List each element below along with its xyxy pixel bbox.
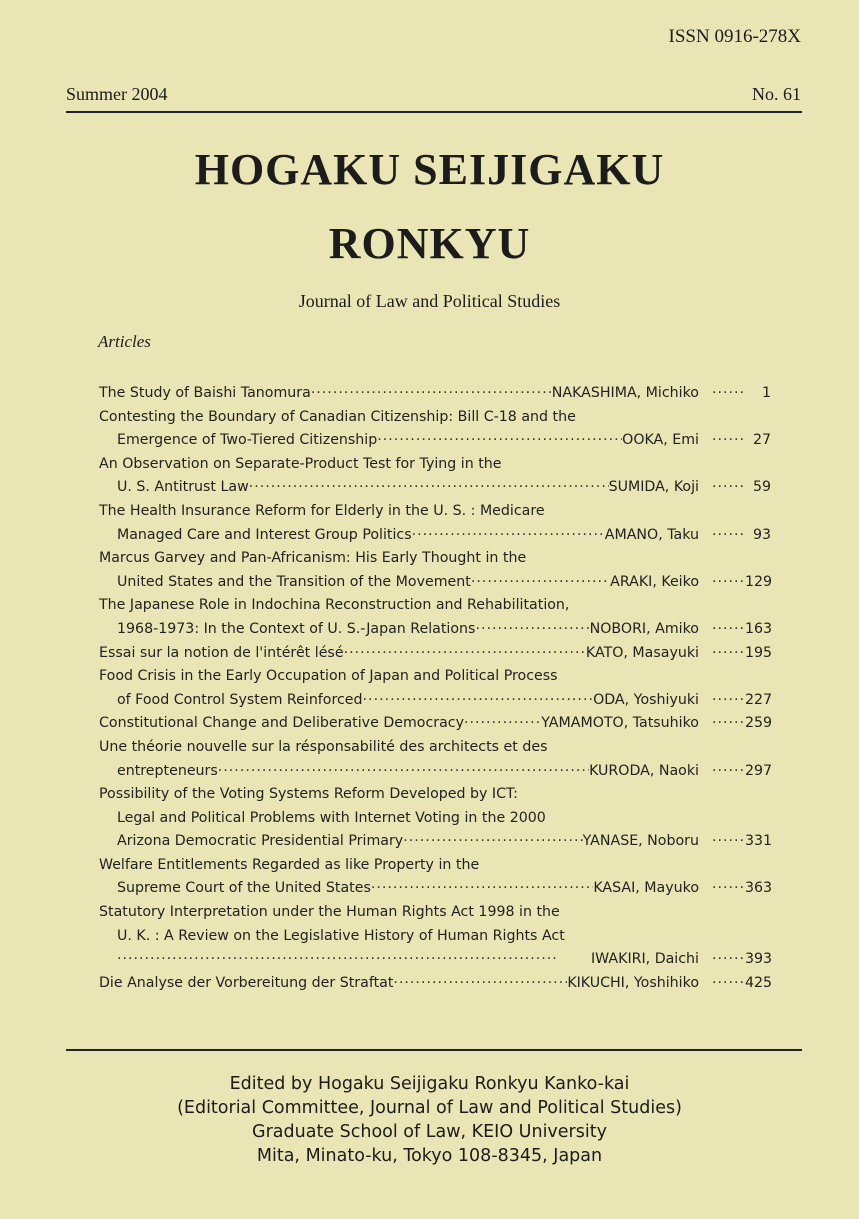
- toc-leader-dots: [377, 429, 622, 453]
- toc-title-line: Food Crisis in the Early Occupation of Japan and Political Process: [99, 668, 558, 685]
- toc-page-number: 227: [745, 691, 773, 708]
- toc-leader-dots: [311, 382, 552, 406]
- toc-entry: [99, 476, 771, 500]
- toc-leader-dots: [117, 948, 591, 972]
- issue-number: No. 61: [752, 84, 801, 104]
- bottom-divider: [66, 1049, 802, 1051]
- toc-article-title: Essai sur la notion de l'intérêt lésé: [99, 644, 344, 661]
- toc-entry: [99, 642, 771, 666]
- toc-page-number: 331: [745, 833, 773, 850]
- toc-title-line: Une théorie nouvelle sur la résponsabilité des architects et des: [99, 738, 548, 755]
- toc-author: KIKUCHI, Yoshihiko: [567, 974, 699, 991]
- toc-article-title: Arizona Democratic Presidential Primary: [117, 833, 404, 850]
- toc-page-number: 27: [752, 432, 771, 449]
- toc-page-leader: [699, 760, 745, 784]
- toc-entry: [99, 429, 771, 453]
- toc-author: KATO, Masayuki: [585, 644, 699, 661]
- toc-page-number: 425: [745, 974, 773, 991]
- toc-article-title: U. S. Antitrust Law: [117, 479, 249, 496]
- toc-leader-dots: [412, 524, 605, 548]
- toc-author: SUMIDA, Koji: [608, 479, 699, 496]
- toc-title-line: Contesting the Boundary of Canadian Citizenship: Bill C-18 and the: [99, 408, 576, 425]
- toc-page-leader: [699, 382, 745, 406]
- toc-page-number: 195: [745, 644, 773, 661]
- toc-article-title: The Study of Baishi Tanomura: [99, 385, 311, 401]
- toc-page-number: 297: [745, 762, 773, 779]
- journal-title-line2: RONKYU: [328, 219, 531, 268]
- toc-page-leader: [699, 524, 745, 548]
- toc-author: YANASE, Noboru: [582, 833, 699, 850]
- toc-page-number: 163: [745, 620, 773, 637]
- toc-title-line: The Health Insurance Reform for Elderly in the U. S. : Medicare: [99, 502, 545, 519]
- toc-entry: [99, 760, 771, 784]
- toc-title-line: An Observation on Separate-Product Test for Tying in the: [99, 455, 502, 472]
- editorial-info: [0, 1072, 859, 1168]
- toc-entry: [99, 618, 771, 642]
- toc-article-title: Managed Care and Interest Group Politics: [117, 526, 412, 543]
- toc-leader-dots: [218, 760, 589, 784]
- toc-article-title: of Food Control System Reinforced: [117, 691, 363, 708]
- toc-title-line: The Japanese Role in Indochina Reconstruction and Rehabilitation,: [99, 597, 570, 614]
- toc-page-number: 129: [745, 573, 773, 590]
- toc-entry: [99, 689, 771, 713]
- toc-title-line: U. K. : A Review on the Legislative History of Human Rights Act: [117, 927, 565, 944]
- journal-subtitle: Journal of Law and Political Studies: [298, 291, 561, 311]
- editor-line: (Editorial Committee, Journal of Law and Political Studies): [177, 1098, 682, 1118]
- toc-author: ODA, Yoshiyuki: [593, 691, 699, 708]
- toc-entry: [99, 571, 771, 595]
- toc-article-title: Die Analyse der Vorbereitung der Straftat: [99, 974, 394, 991]
- toc-page-leader: [699, 476, 745, 500]
- toc-title-line: Marcus Garvey and Pan-Africanism: His Early Thought in the: [99, 550, 527, 567]
- toc-article-title: Constitutional Change and Deliberative Democracy: [99, 715, 464, 732]
- toc-leader-dots: [344, 642, 586, 666]
- editor-line: Mita, Minato-ku, Tokyo 108-8345, Japan: [256, 1146, 603, 1166]
- toc-title-line: Statutory Interpretation under the Human Rights Act 1998 in the: [99, 904, 560, 921]
- toc-author: KURODA, Naoki: [589, 762, 699, 779]
- journal-title-line1: HOGAKU SEIJIGAKU: [194, 145, 665, 194]
- toc-author: AMANO, Taku: [604, 526, 699, 543]
- toc-article-title: Supreme Court of the United States: [117, 880, 371, 897]
- toc-entry: [99, 948, 771, 972]
- toc-entry: [99, 524, 771, 548]
- toc-article-title: 1968-1973: In the Context of U. S.-Japan Relations: [117, 620, 476, 637]
- table-of-contents: [99, 382, 771, 995]
- toc-leader-dots: [464, 712, 541, 736]
- toc-page-leader: [699, 689, 745, 713]
- issn-number: ISSN 0916-278X: [668, 26, 801, 47]
- toc-page-leader: [699, 877, 745, 901]
- toc-page-leader: [699, 571, 745, 595]
- toc-author: IWAKIRI, Daichi: [591, 951, 699, 968]
- toc-page-leader: [699, 642, 745, 666]
- toc-author: NAKASHIMA, Michiko: [551, 385, 699, 401]
- toc-leader-dots: [371, 877, 594, 901]
- toc-author: OOKA, Emi: [622, 432, 699, 449]
- top-divider: [66, 111, 802, 113]
- section-label: Articles: [98, 332, 151, 351]
- toc-author: ARAKI, Keiko: [610, 573, 699, 590]
- toc-page-number: 259: [745, 715, 773, 732]
- editor-line: Edited by Hogaku Seijigaku Ronkyu Kanko-kai: [229, 1074, 630, 1094]
- toc-title-line: Welfare Entitlements Regarded as like Property in the: [99, 856, 480, 873]
- toc-page-number: 363: [745, 880, 773, 897]
- toc-title-line: Possibility of the Voting Systems Reform Developed by ICT:: [99, 786, 518, 803]
- toc-entry: [99, 382, 771, 406]
- toc-page-leader: [699, 948, 745, 972]
- toc-leader-dots: [475, 618, 589, 642]
- toc-entry: [99, 830, 771, 854]
- toc-entry: [99, 972, 771, 996]
- toc-leader-dots: [249, 476, 609, 500]
- toc-article-title: Emergence of Two-Tiered Citizenship: [117, 432, 378, 449]
- toc-leader-dots: [471, 571, 610, 595]
- issue-season: Summer 2004: [66, 84, 168, 104]
- toc-page-number: 1: [761, 385, 771, 401]
- toc-page-leader: [699, 429, 745, 453]
- toc-article-title: entrepteneurs: [117, 762, 218, 779]
- toc-entry: [99, 877, 771, 901]
- toc-author: YAMAMOTO, Tatsuhiko: [541, 715, 699, 732]
- toc-page-leader: [699, 830, 745, 854]
- toc-page-leader: [699, 972, 745, 996]
- toc-leader-dots: [363, 689, 594, 713]
- toc-article-title: United States and the Transition of the Movement: [117, 573, 471, 590]
- toc-page-number: 393: [745, 951, 773, 968]
- toc-leader-dots: [403, 830, 582, 854]
- toc-title-line: Legal and Political Problems with Internet Voting in the 2000: [117, 809, 546, 826]
- toc-leader-dots: [393, 972, 567, 996]
- toc-author: NOBORI, Amiko: [589, 620, 699, 637]
- toc-page-number: 59: [752, 479, 771, 496]
- editor-line: Graduate School of Law, KEIO University: [252, 1122, 607, 1142]
- toc-author: KASAI, Mayuko: [593, 880, 699, 897]
- toc-entry: [99, 712, 771, 736]
- toc-page-number: 93: [752, 526, 771, 543]
- toc-page-leader: [699, 712, 745, 736]
- toc-page-leader: [699, 618, 745, 642]
